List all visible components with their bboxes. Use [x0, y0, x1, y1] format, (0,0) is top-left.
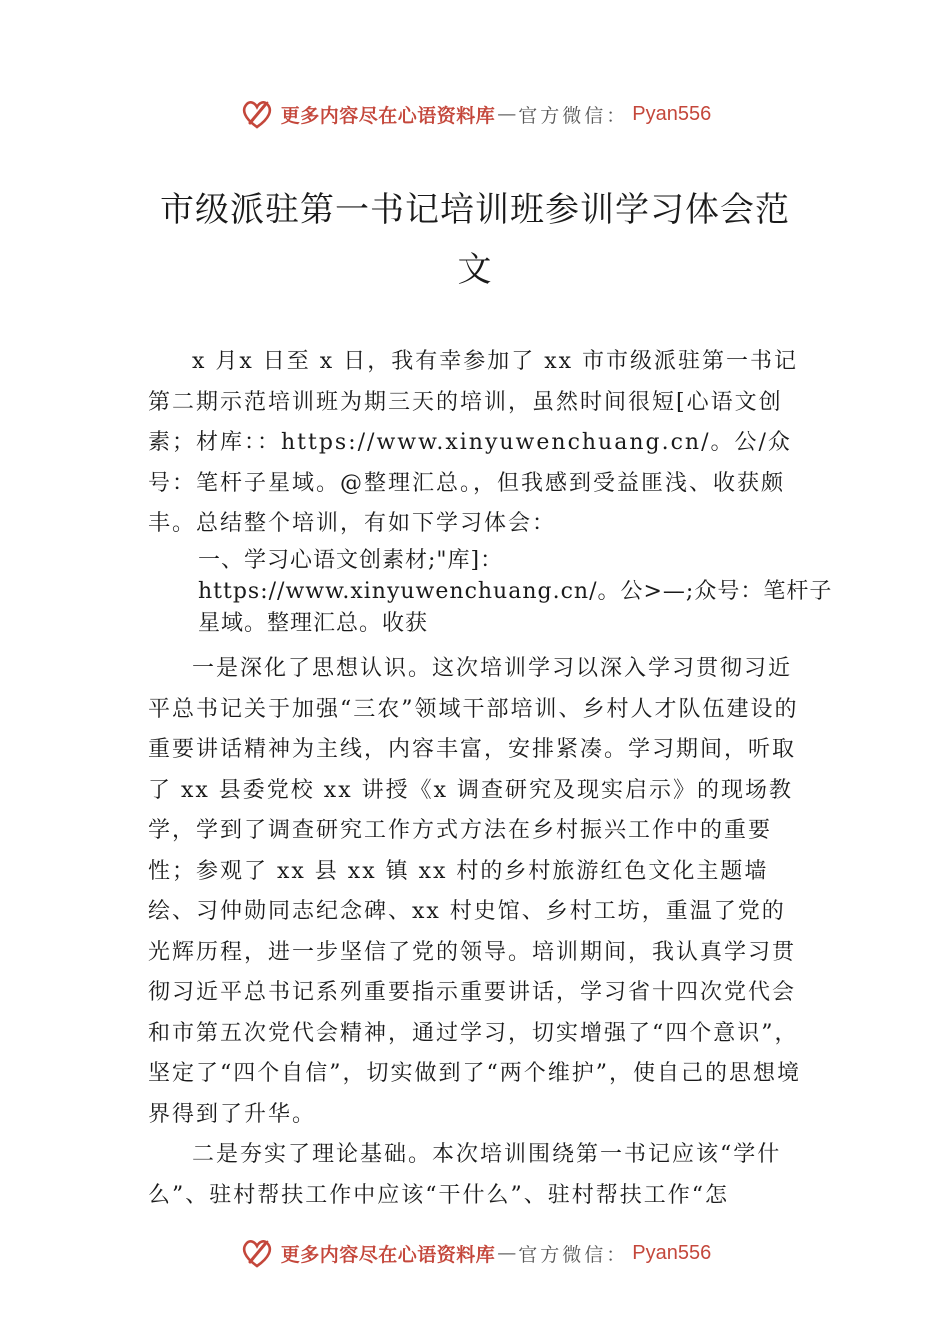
- banner-dash: —: [497, 1242, 517, 1264]
- banner-label: 官方微信：: [518, 1243, 629, 1266]
- section-heading: 一、学习心语文创素材;"库]：https://www.xinyuwenchuang.cn/。公>—;众号：笔杆子星域。整理汇总。收获: [198, 547, 833, 636]
- footer-banner: [0, 1233, 950, 1273]
- body-paragraph: 二是夯实了理论基础。本次培训围绕第一书记应该“学什么”、驻村帮扶工作中应该“干什么”、驻村帮扶工作“怎: [148, 1142, 782, 1208]
- banner-dash: —: [497, 103, 517, 125]
- document-body: [148, 342, 833, 1216]
- banner-label: 官方微信：: [518, 104, 629, 127]
- body-paragraph: 一是深化了思想认识。这次培训学习以深入学习贯彻习近平总书记关于加强“三农”领域干部培训、乡村人才队伍建设的重要讲话精神为主线，内容丰富，安排紧凑。学习期间，听取了 xx 县委党校 xx 讲授《x 调查研究及现实启示》的现场教学，学到了调查研究工作方式方法在乡村振兴工作中的重要性；参观了 xx 县 xx 镇 xx 村的乡村旅游红色文化主题墙绘、习仲勋同志纪念碑、xx 村史馆、乡村工坊，重温了党的光辉历程，进一步坚信了党的领导。培训期间，我认真学习贯彻习近平总书记系列重要指示重要讲话，学习省十四次党代会和市第五次党代会精神，通过学习，切实增强了“四个意识”，坚定了“四个自信”，切实做到了“两个维护”，使自己的思想境界得到了升华。: [148, 656, 801, 1127]
- document-title: 市级派驻第一书记培训班参训学习体会范文: [160, 190, 790, 290]
- heart-pen-logo-icon: [239, 1235, 275, 1271]
- header-banner: [0, 94, 950, 134]
- banner-wechat-id: Pyan556: [632, 1241, 712, 1264]
- intro-paragraph: x 月x 日至 x 日，我有幸参加了 xx 市市级派驻第一书记第二期示范培训班为期三天的培训，虽然时间很短[心语文创素；材库：：https://www.xinyuwenchuang.cn/。公/众号：笔杆子星域。@整理汇总。，但我感到受益匪浅、收获颇丰。总结整个培训，有如下学习体会：: [148, 349, 798, 536]
- banner-main-text: 更多内容尽在心语资料库: [280, 1243, 496, 1266]
- heart-pen-logo-icon: [239, 96, 275, 132]
- banner-wechat-id: Pyan556: [632, 102, 712, 125]
- banner-main-text: 更多内容尽在心语资料库: [280, 104, 496, 127]
